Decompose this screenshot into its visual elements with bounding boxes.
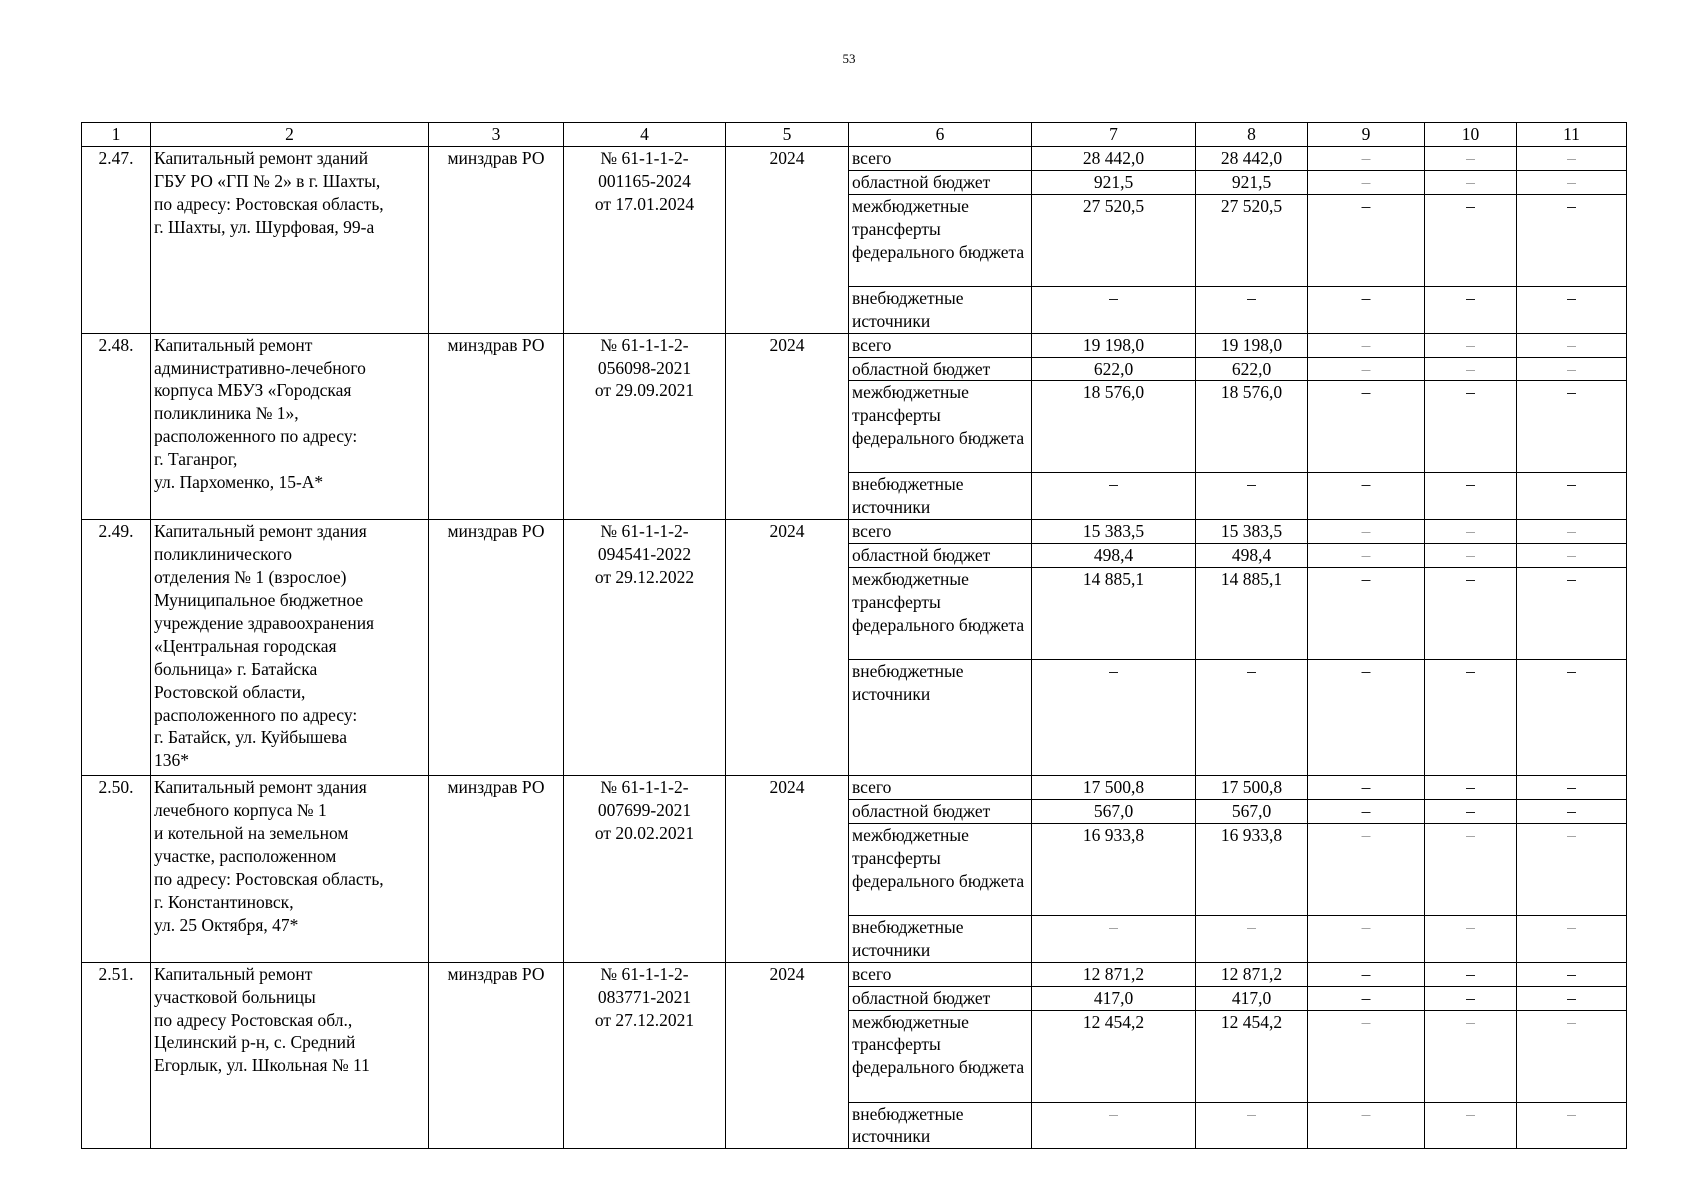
responsible-authority: минздрав РО (429, 147, 564, 334)
object-description-line: участковой больницы (154, 986, 316, 1007)
funding-value-col-11: – (1517, 381, 1627, 473)
table-row (82, 147, 1627, 171)
funding-value-col-7: – (1032, 915, 1196, 962)
object-description-line: ГБУ РО «ГП № 2» в г. Шахты, (154, 170, 381, 191)
document-reference-line: № 61-1-1-2- (600, 777, 689, 798)
object-description-line: г. Таганрог, (154, 449, 238, 470)
object-description-line: и котельной на земельном (154, 822, 349, 843)
funding-value-col-7: 19 198,0 (1032, 333, 1196, 357)
object-description-line: Капитальный ремонт здания (154, 777, 367, 798)
document-reference-line: от 17.01.2024 (594, 193, 695, 214)
document-reference (564, 147, 726, 334)
funding-value-col-11: – (1517, 357, 1627, 381)
responsible-authority: минздрав РО (429, 520, 564, 776)
funding-value-col-9: – (1308, 915, 1425, 962)
funding-value-col-9: – (1308, 357, 1425, 381)
funding-value-col-8: 27 520,5 (1196, 194, 1308, 286)
document-reference-line: № 61-1-1-2- (600, 521, 689, 542)
funding-value-col-8: 417,0 (1196, 986, 1308, 1010)
funding-value-col-7: 921,5 (1032, 170, 1196, 194)
document-reference-line: 001165-2024 (598, 170, 691, 191)
object-description-line: Капитальный ремонт здания (154, 521, 367, 542)
object-description-line: расположенного по адресу: (154, 426, 358, 447)
funding-source-label: областной бюджет (849, 986, 1032, 1010)
document-reference (564, 520, 726, 776)
object-description-line: г. Константиновск, (154, 891, 294, 912)
funding-value-col-8: 18 576,0 (1196, 381, 1308, 473)
funding-value-col-7: 16 933,8 (1032, 823, 1196, 915)
funding-value-col-7: 27 520,5 (1032, 194, 1196, 286)
funding-value-col-9: – (1308, 823, 1425, 915)
funding-value-col-10: – (1425, 799, 1517, 823)
table-row (82, 333, 1627, 357)
funding-value-col-10: – (1425, 473, 1517, 520)
funding-value-col-10: – (1425, 147, 1517, 171)
funding-value-col-8: – (1196, 660, 1308, 776)
document-reference (564, 776, 726, 963)
document-reference-line: от 29.09.2021 (594, 380, 695, 401)
object-description-line: Капитальный ремонт (154, 334, 313, 355)
funding-value-col-11: – (1517, 776, 1627, 800)
completion-year: 2024 (726, 333, 849, 520)
funding-value-col-7: – (1032, 660, 1196, 776)
object-description-line: г. Батайск, ул. Куйбышева (154, 727, 347, 748)
object-description (151, 962, 429, 1149)
funding-value-col-11: – (1517, 170, 1627, 194)
document-reference (564, 333, 726, 520)
funding-value-col-9: – (1308, 660, 1425, 776)
funding-value-col-8: 567,0 (1196, 799, 1308, 823)
header-row (82, 123, 1627, 147)
object-description-line: Целинский р-н, с. Средний (154, 1032, 356, 1053)
funding-value-col-9: – (1308, 194, 1425, 286)
funding-value-col-11: – (1517, 915, 1627, 962)
completion-year: 2024 (726, 147, 849, 334)
responsible-authority: минздрав РО (429, 776, 564, 963)
object-description-line: Егорлык, ул. Школьная № 11 (154, 1055, 370, 1076)
funding-value-col-11: – (1517, 962, 1627, 986)
funding-value-col-10: – (1425, 520, 1517, 544)
funding-value-col-7: 622,0 (1032, 357, 1196, 381)
funding-value-col-8: 498,4 (1196, 544, 1308, 568)
responsible-authority: минздрав РО (429, 333, 564, 520)
funding-value-col-9: – (1308, 286, 1425, 333)
funding-value-col-9: – (1308, 170, 1425, 194)
header-col-1: 1 (82, 123, 151, 147)
funding-value-col-8: 12 454,2 (1196, 1010, 1308, 1102)
funding-source-label: областной бюджет (849, 544, 1032, 568)
funding-value-col-10: – (1425, 170, 1517, 194)
funding-value-col-10: – (1425, 1102, 1517, 1149)
document-reference-line: от 20.02.2021 (594, 822, 695, 843)
funding-value-col-11: – (1517, 568, 1627, 660)
row-number: 2.49. (82, 520, 151, 776)
funding-value-col-8: – (1196, 1102, 1308, 1149)
funding-value-col-11: – (1517, 660, 1627, 776)
funding-value-col-10: – (1425, 986, 1517, 1010)
funding-value-col-11: – (1517, 286, 1627, 333)
object-description-line: 136* (154, 750, 189, 771)
funding-source-label: межбюджетные трансферты федерального бюджета (849, 381, 1032, 473)
object-description-line: «Центральная городская (154, 635, 337, 656)
funding-value-col-7: – (1032, 286, 1196, 333)
funding-value-col-9: – (1308, 1010, 1425, 1102)
funding-source-label: межбюджетные трансферты федерального бюджета (849, 194, 1032, 286)
funding-value-col-7: 12 871,2 (1032, 962, 1196, 986)
funding-value-col-9: – (1308, 1102, 1425, 1149)
table-row (82, 962, 1627, 986)
funding-value-col-7: – (1032, 473, 1196, 520)
header-col-7: 7 (1032, 123, 1196, 147)
funding-value-col-7: 12 454,2 (1032, 1010, 1196, 1102)
funding-value-col-10: – (1425, 286, 1517, 333)
row-number: 2.48. (82, 333, 151, 520)
funding-source-label: всего (849, 520, 1032, 544)
header-col-6: 6 (849, 123, 1032, 147)
funding-value-col-8: 17 500,8 (1196, 776, 1308, 800)
funding-value-col-9: – (1308, 544, 1425, 568)
object-description-line: по адресу: Ростовская область, (154, 193, 384, 214)
funding-value-col-8: 16 933,8 (1196, 823, 1308, 915)
funding-value-col-8: – (1196, 473, 1308, 520)
funding-value-col-8: 622,0 (1196, 357, 1308, 381)
header-col-4: 4 (564, 123, 726, 147)
object-description-line: лечебного корпуса № 1 (154, 799, 327, 820)
funding-source-label: внебюджетные источники (849, 286, 1032, 333)
funding-value-col-7: 567,0 (1032, 799, 1196, 823)
funding-value-col-10: – (1425, 660, 1517, 776)
funding-source-label: межбюджетные трансферты федерального бюджета (849, 823, 1032, 915)
funding-value-col-9: – (1308, 986, 1425, 1010)
funding-value-col-11: – (1517, 473, 1627, 520)
funding-value-col-8: 19 198,0 (1196, 333, 1308, 357)
funding-value-col-7: 417,0 (1032, 986, 1196, 1010)
funding-value-col-7: – (1032, 1102, 1196, 1149)
funding-value-col-11: – (1517, 520, 1627, 544)
funding-value-col-10: – (1425, 1010, 1517, 1102)
object-description (151, 520, 429, 776)
object-description-line: расположенного по адресу: (154, 704, 358, 725)
funding-value-col-8: – (1196, 915, 1308, 962)
funding-value-col-11: – (1517, 147, 1627, 171)
funding-value-col-10: – (1425, 776, 1517, 800)
funding-value-col-7: 498,4 (1032, 544, 1196, 568)
funding-source-label: областной бюджет (849, 799, 1032, 823)
funding-value-col-11: – (1517, 194, 1627, 286)
funding-value-col-11: – (1517, 333, 1627, 357)
funding-value-col-9: – (1308, 799, 1425, 823)
object-description-line: поликлинического (154, 544, 292, 565)
funding-value-col-10: – (1425, 381, 1517, 473)
document-reference (564, 962, 726, 1149)
completion-year: 2024 (726, 776, 849, 963)
table-row (82, 520, 1627, 544)
funding-value-col-10: – (1425, 194, 1517, 286)
funding-value-col-9: – (1308, 962, 1425, 986)
document-reference-line: от 27.12.2021 (594, 1009, 695, 1030)
funding-value-col-7: 15 383,5 (1032, 520, 1196, 544)
funding-source-label: внебюджетные источники (849, 915, 1032, 962)
table-body (82, 147, 1627, 1149)
table-row (82, 776, 1627, 800)
funding-source-label: областной бюджет (849, 170, 1032, 194)
funding-value-col-7: 18 576,0 (1032, 381, 1196, 473)
funding-value-col-9: – (1308, 568, 1425, 660)
funding-source-label: областной бюджет (849, 357, 1032, 381)
document-reference-line: № 61-1-1-2- (600, 334, 689, 355)
funding-source-label: внебюджетные источники (849, 660, 1032, 776)
responsible-authority: минздрав РО (429, 962, 564, 1149)
funding-value-col-11: – (1517, 799, 1627, 823)
document-reference-line: 083771-2021 (597, 986, 692, 1007)
object-description-line: поликлиника № 1», (154, 403, 299, 424)
funding-value-col-11: – (1517, 823, 1627, 915)
object-description (151, 147, 429, 334)
funding-value-col-10: – (1425, 915, 1517, 962)
object-description-line: участке, расположенном (154, 845, 337, 866)
funding-value-col-11: – (1517, 544, 1627, 568)
object-description-line: отделения № 1 (взрослое) (154, 567, 347, 588)
object-description-line: Капитальный ремонт зданий (154, 148, 369, 168)
funding-source-label: межбюджетные трансферты федерального бюджета (849, 1010, 1032, 1102)
funding-value-col-11: – (1517, 1010, 1627, 1102)
header-col-9: 9 (1308, 123, 1425, 147)
funding-value-col-9: – (1308, 333, 1425, 357)
object-description-line: ул. Пархоменко, 15-А* (154, 472, 324, 493)
funding-value-col-8: – (1196, 286, 1308, 333)
funding-value-col-10: – (1425, 544, 1517, 568)
row-number: 2.50. (82, 776, 151, 963)
funding-value-col-10: – (1425, 823, 1517, 915)
header-col-3: 3 (429, 123, 564, 147)
object-description (151, 776, 429, 963)
funding-value-col-10: – (1425, 333, 1517, 357)
funding-value-col-7: 14 885,1 (1032, 568, 1196, 660)
funding-value-col-8: 28 442,0 (1196, 147, 1308, 171)
completion-year: 2024 (726, 962, 849, 1149)
funding-value-col-9: – (1308, 776, 1425, 800)
object-description-line: ул. 25 Октября, 47* (154, 914, 299, 935)
funding-value-col-8: 921,5 (1196, 170, 1308, 194)
funding-source-label: всего (849, 776, 1032, 800)
object-description-line: Капитальный ремонт (154, 963, 313, 984)
funding-value-col-8: 12 871,2 (1196, 962, 1308, 986)
object-description (151, 333, 429, 520)
object-description-line: по адресу: Ростовская область, (154, 868, 384, 889)
document-reference-line: № 61-1-1-2- (600, 963, 689, 984)
funding-value-col-9: – (1308, 381, 1425, 473)
funding-source-label: внебюджетные источники (849, 1102, 1032, 1149)
funding-value-col-8: 14 885,1 (1196, 568, 1308, 660)
header-col-11: 11 (1517, 123, 1627, 147)
budget-table (81, 122, 1627, 1149)
header-col-10: 10 (1425, 123, 1517, 147)
funding-value-col-11: – (1517, 1102, 1627, 1149)
document-reference-line: 056098-2021 (597, 357, 692, 378)
funding-source-label: всего (849, 147, 1032, 171)
funding-source-label: всего (849, 333, 1032, 357)
funding-value-col-10: – (1425, 568, 1517, 660)
funding-value-col-9: – (1308, 473, 1425, 520)
object-description-line: учреждение здравоохранения (154, 612, 375, 633)
document-reference-line: 094541-2022 (597, 544, 692, 565)
funding-value-col-7: 28 442,0 (1032, 147, 1196, 171)
completion-year: 2024 (726, 520, 849, 776)
header-col-8: 8 (1196, 123, 1308, 147)
header-col-5: 5 (726, 123, 849, 147)
funding-value-col-10: – (1425, 962, 1517, 986)
funding-value-col-8: 15 383,5 (1196, 520, 1308, 544)
object-description-line: больница» г. Батайска (154, 658, 318, 679)
funding-value-col-10: – (1425, 357, 1517, 381)
funding-source-label: внебюджетные источники (849, 473, 1032, 520)
funding-value-col-7: 17 500,8 (1032, 776, 1196, 800)
funding-value-col-11: – (1517, 986, 1627, 1010)
document-reference-line: от 29.12.2022 (594, 567, 695, 588)
funding-value-col-9: – (1308, 520, 1425, 544)
object-description-line: корпуса МБУЗ «Городская (154, 380, 352, 401)
funding-source-label: межбюджетные трансферты федерального бюджета (849, 568, 1032, 660)
row-number: 2.51. (82, 962, 151, 1149)
funding-source-label: всего (849, 962, 1032, 986)
object-description-line: г. Шахты, ул. Шурфовая, 99-а (154, 216, 375, 237)
header-col-2: 2 (151, 123, 429, 147)
object-description-line: по адресу Ростовская обл., (154, 1009, 353, 1030)
funding-value-col-9: – (1308, 147, 1425, 171)
object-description-line: Ростовской области, (154, 681, 306, 702)
document-reference-line: 007699-2021 (597, 799, 692, 820)
page-number: 53 (842, 51, 856, 66)
object-description-line: Муниципальное бюджетное (154, 589, 364, 610)
document-reference-line: № 61-1-1-2- (600, 148, 689, 168)
row-number: 2.47. (82, 147, 151, 334)
object-description-line: административно-лечебного (154, 357, 366, 378)
